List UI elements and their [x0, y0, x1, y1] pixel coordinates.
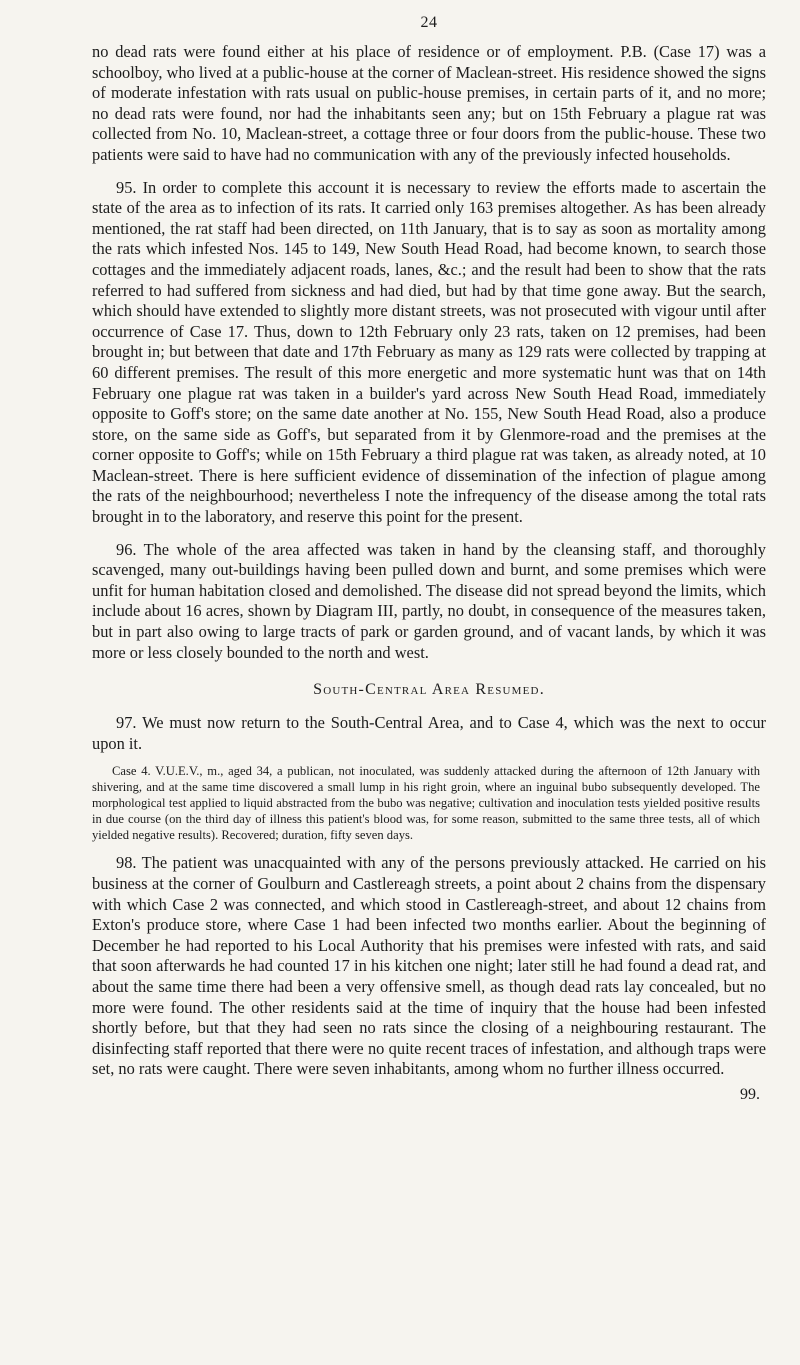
catchword: 99.: [740, 1085, 760, 1103]
section-heading: South-Central Area Resumed.: [313, 681, 545, 699]
page-number: 24: [420, 14, 438, 31]
paragraph-98: 98. The patient was unacquainted with any of the persons previously attacked. He carried on his business at the corner of Goulburn and Castlereagh streets, a point about 2 chains from the dispensary with which Case 2 was connected, and which stood in Castlereagh-street, and about 12 chains from Exton's produce store, where Case 1 had been infected two months earlier. About the beginning of December he had reported to his Local Authority that his premises were infested with rats, and said that soon afterwards he had counted 17 in his kitchen one night; later still he had found a dead rat, and about the same time there had been a very offensive smell, as though dead rats lay concealed, but no more were found. The other residents said at the time of inquiry that the house had been infested shortly before, but that they had seen no rats since the closing of a neighbouring restaurant. The disinfecting staff reported that there were no quite recent traces of infestation, and although traps were set, no rats were caught. There were seven inhabitants, among whom no further illness occurred.: [92, 853, 766, 1079]
case-4-note: Case 4. V.U.E.V., m., aged 34, a publican, not inoculated, was suddenly attacked during the afternoon of 12th January with shivering, and at the same time discovered a small lump in his right groin, where an inguinal bubo subsequently developed. The morphological test applied to liquid abstracted from the bubo was negative; cultivation and inoculation tests yielded positive results in due course (on the third day of illness this patient's blood was, for some reason, submitted to the same three tests, all of which yielded negative results). Recovered; duration, fifty seven days.: [92, 764, 760, 842]
paragraph-gap: [92, 166, 766, 178]
paragraph-gap: [92, 528, 766, 540]
paragraph-intro: no dead rats were found either at his place of residence or of employment. P.B. (Case 17) was a schoolboy, who lived at a public-house at the corner of Maclean-street. His residence showed the signs of moderate infestation with rats usual on public-house premises, in certain parts of it, and no more; no dead rats were found, nor had the inhabitants seen any; but on 15th February a plague rat was collected from No. 10, Maclean-street, a cottage three or four doors from the public-house. These two patients were said to have had no communication with any of the previously infected households.: [92, 42, 766, 164]
paragraph-97: 97. We must now return to the South-Central Area, and to Case 4, which was the next to occur upon it.: [92, 713, 766, 753]
paragraph-96: 96. The whole of the area affected was taken in hand by the cleansing staff, and thoroughly scavenged, many out-buildings having been pulled down and burnt, and some premises which were unfit for human habitation closed and demolished. The disease did not spread beyond the limits, which include about 16 acres, shown by Diagram III, partly, no doubt, in consequence of the measures taken, but in part also owing to large tracts of park or garden ground, and of vacant lands, by which it was more or less closely bounded to the north and west.: [92, 539, 766, 662]
paragraph-95: 95. In order to complete this account it is necessary to review the efforts made to ascertain the state of the area as to infection of its rats. It carried only 163 premises altogether. As has been already mentioned, the rat staff had been directed, on 11th January, that is to say as soon as mortality among the rats which infested Nos. 145 to 149, New South Head Road, had become known, to search those cottages and the immediately adjacent roads, lanes, &c.; and the result had been to show that the rats referred to had suffered from sickness and had died, but had by that time gone away. But the search, which should have extended to slightly more distant streets, was not prosecuted with vigour until after occurrence of Case 17. Thus, down to 12th February only 23 rats, taken on 12 premises, had been brought in; but between that date and 17th February as many as 129 rats were collected by trapping at 60 different premises. The result of this more energetic and more systematic hunt was that on 14th February one plague rat was taken in a builder's yard across New South Head Road, immediately opposite to Goff's store; on the same date another at No. 155, New South Head Road, also a produce store, on the same side as Goff's, but separated from it by Glenmore-road and the premises at the corner opposite to Goff's; while on 15th February a third plague rat was taken, as already noted, at 10 Maclean-street. There is here sufficient evidence of dissemination of the infection of plague among the rats of the neighbourhood; nevertheless I note the infrequency of the disease among the total rats brought in to the laboratory, and reserve this point for the present.: [92, 177, 766, 527]
